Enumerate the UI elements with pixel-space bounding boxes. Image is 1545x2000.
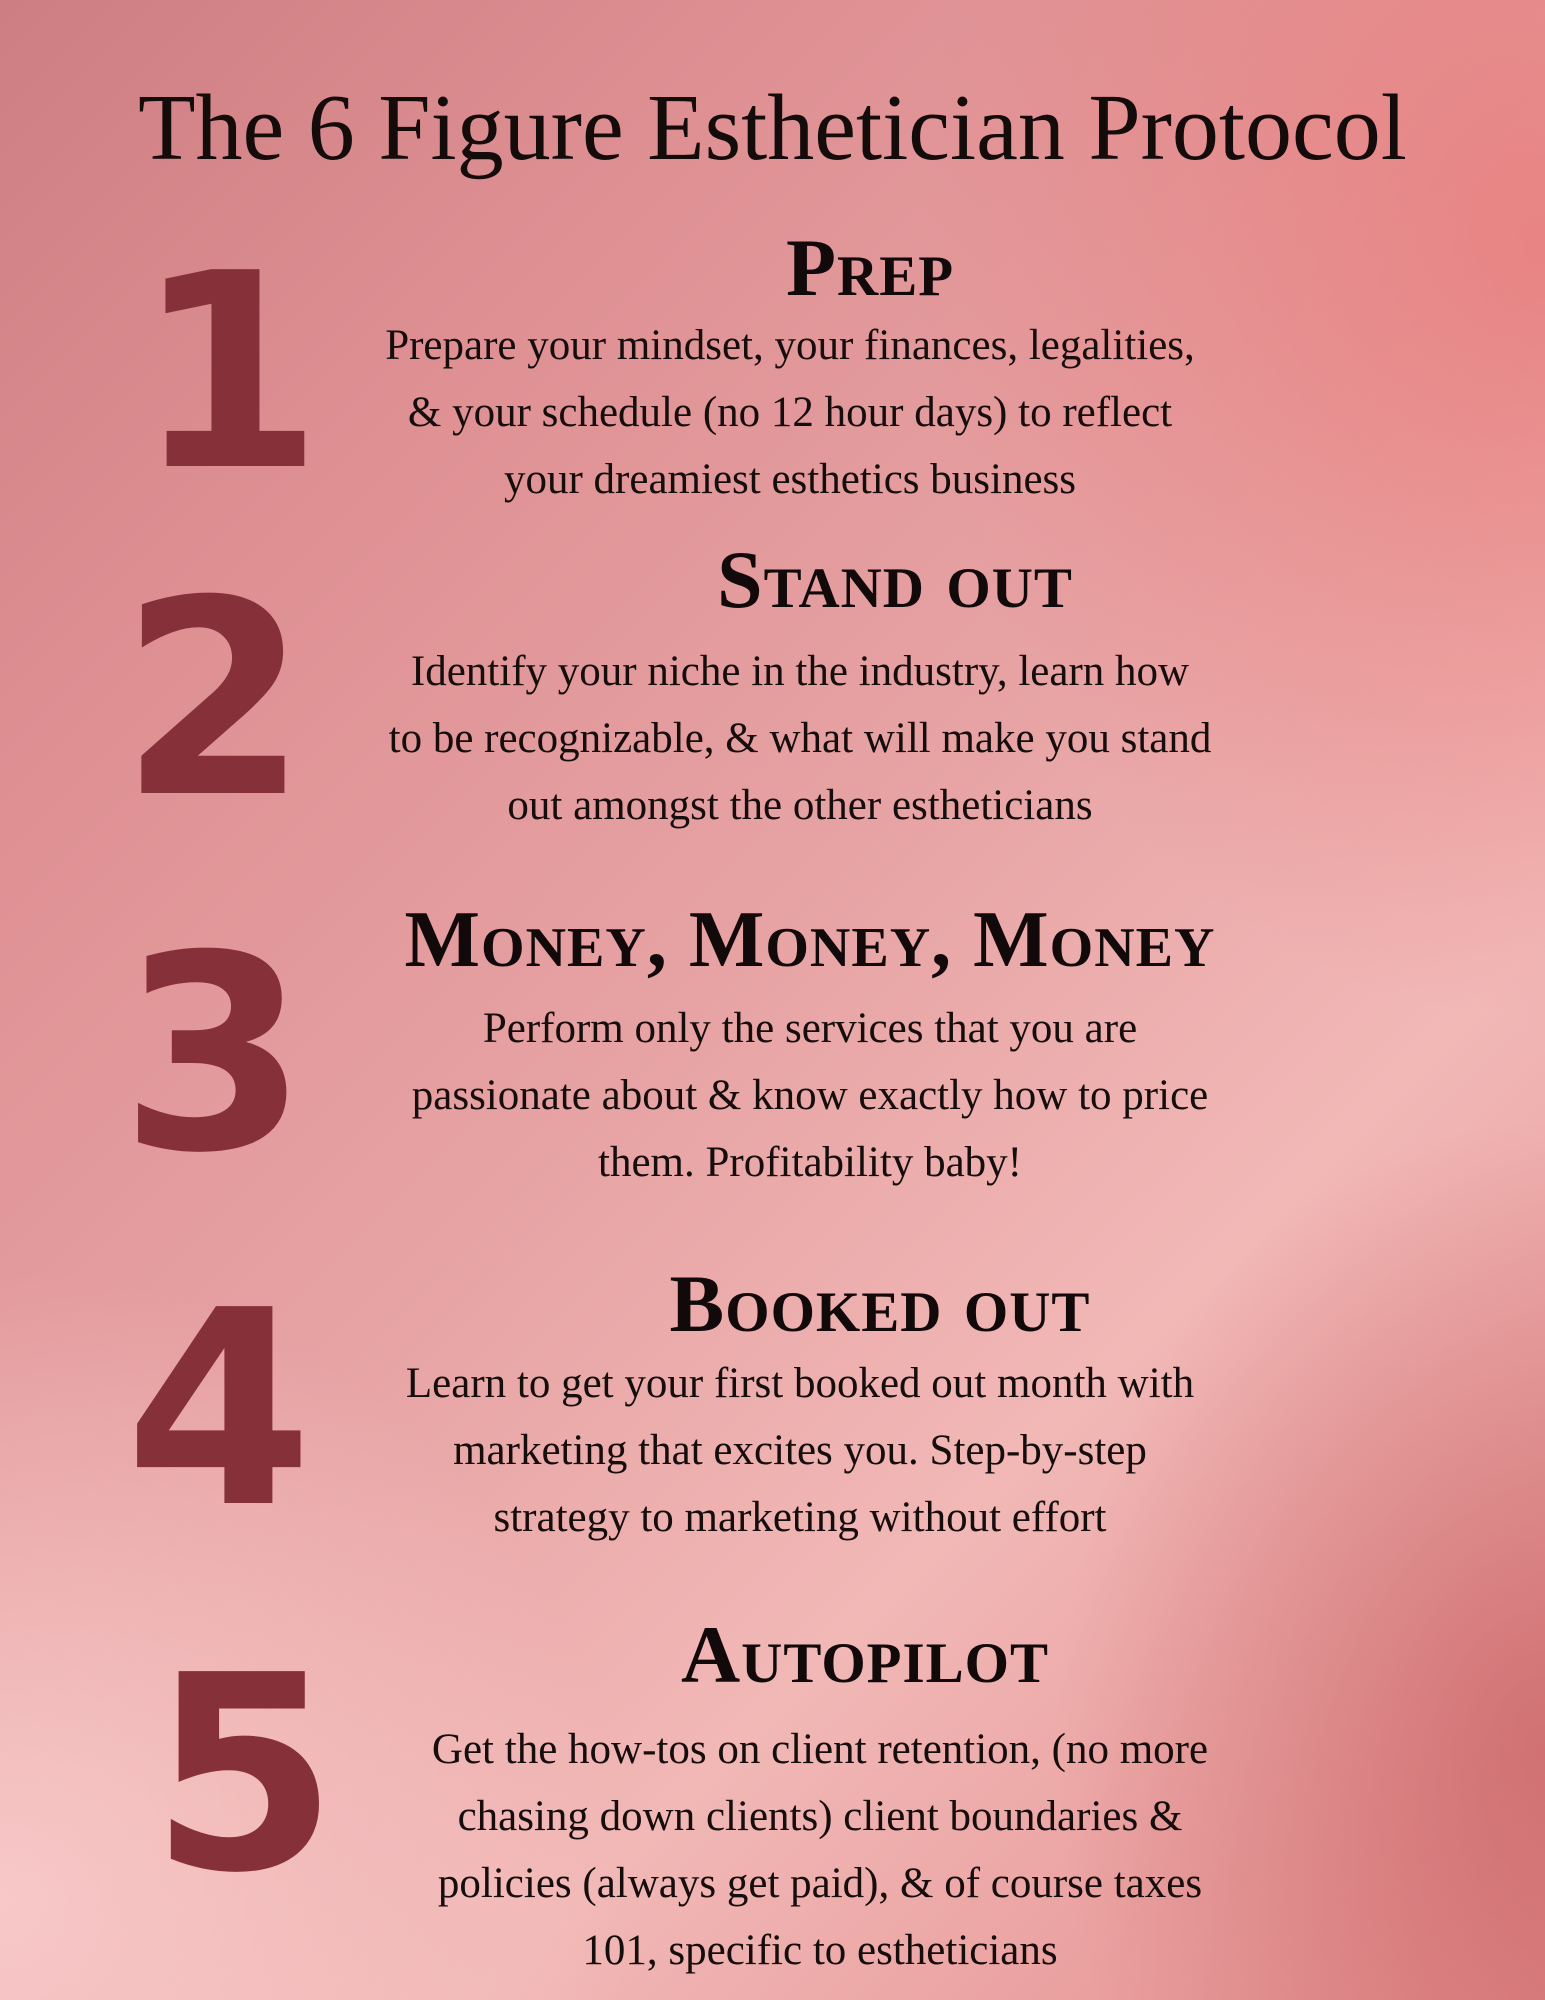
step-number-5: 5 — [150, 1617, 338, 1932]
step-1-line-3: your dreamiest esthetics business — [503, 456, 1077, 503]
page-title: The 6 Figure Esthetician Protocol — [138, 76, 1407, 180]
step-number-3: 3 — [120, 897, 308, 1212]
step-3-line-3: them. Profitability baby! — [598, 1139, 1022, 1186]
step-5-line-3: policies (always get paid), & of course taxes — [437, 1860, 1203, 1907]
step-4-line-1: Learn to get your first booked out month with — [405, 1360, 1195, 1407]
step-4-line-2: marketing that excites you. Step-by-step — [453, 1427, 1147, 1474]
step-number-4: 4 — [125, 1252, 313, 1567]
step-number-2: 2 — [120, 542, 308, 857]
step-3-line-1: Perform only the services that you are — [482, 1005, 1138, 1052]
step-heading-3: Money, Money, Money — [404, 896, 1216, 984]
step-description-5 — [390, 1716, 1250, 1984]
step-description-4 — [370, 1350, 1230, 1551]
step-heading-5: Autopilot — [680, 1609, 1050, 1700]
step-heading-4: Booked out — [669, 1258, 1091, 1349]
step-heading-2: Stand out — [717, 534, 1073, 625]
step-5-line-2: chasing down clients) client boundaries & — [457, 1793, 1183, 1840]
step-2-line-1: Identify your niche in the industry, learn how — [410, 648, 1190, 695]
step-description-2 — [370, 638, 1230, 839]
step-5-line-1: Get the how-tos on client retention, (no more — [431, 1726, 1209, 1773]
step-2-line-2: to be recognizable, & what will make you stand — [388, 715, 1212, 762]
step-5-line-4: 101, specific to estheticians — [582, 1927, 1058, 1974]
step-2-line-3: out amongst the other estheticians — [507, 782, 1093, 829]
step-1-line-1: Prepare your mindset, your finances, legalities, — [385, 322, 1195, 369]
step-description-3 — [380, 995, 1240, 1196]
step-description-1 — [360, 312, 1220, 513]
step-heading-1: Prep — [785, 222, 955, 313]
step-4-line-3: strategy to marketing without effort — [493, 1494, 1107, 1541]
step-3-line-2: passionate about & know exactly how to price — [411, 1072, 1209, 1119]
step-number-1: 1 — [135, 215, 323, 530]
step-1-line-2: & your schedule (no 12 hour days) to reflect — [407, 389, 1173, 436]
